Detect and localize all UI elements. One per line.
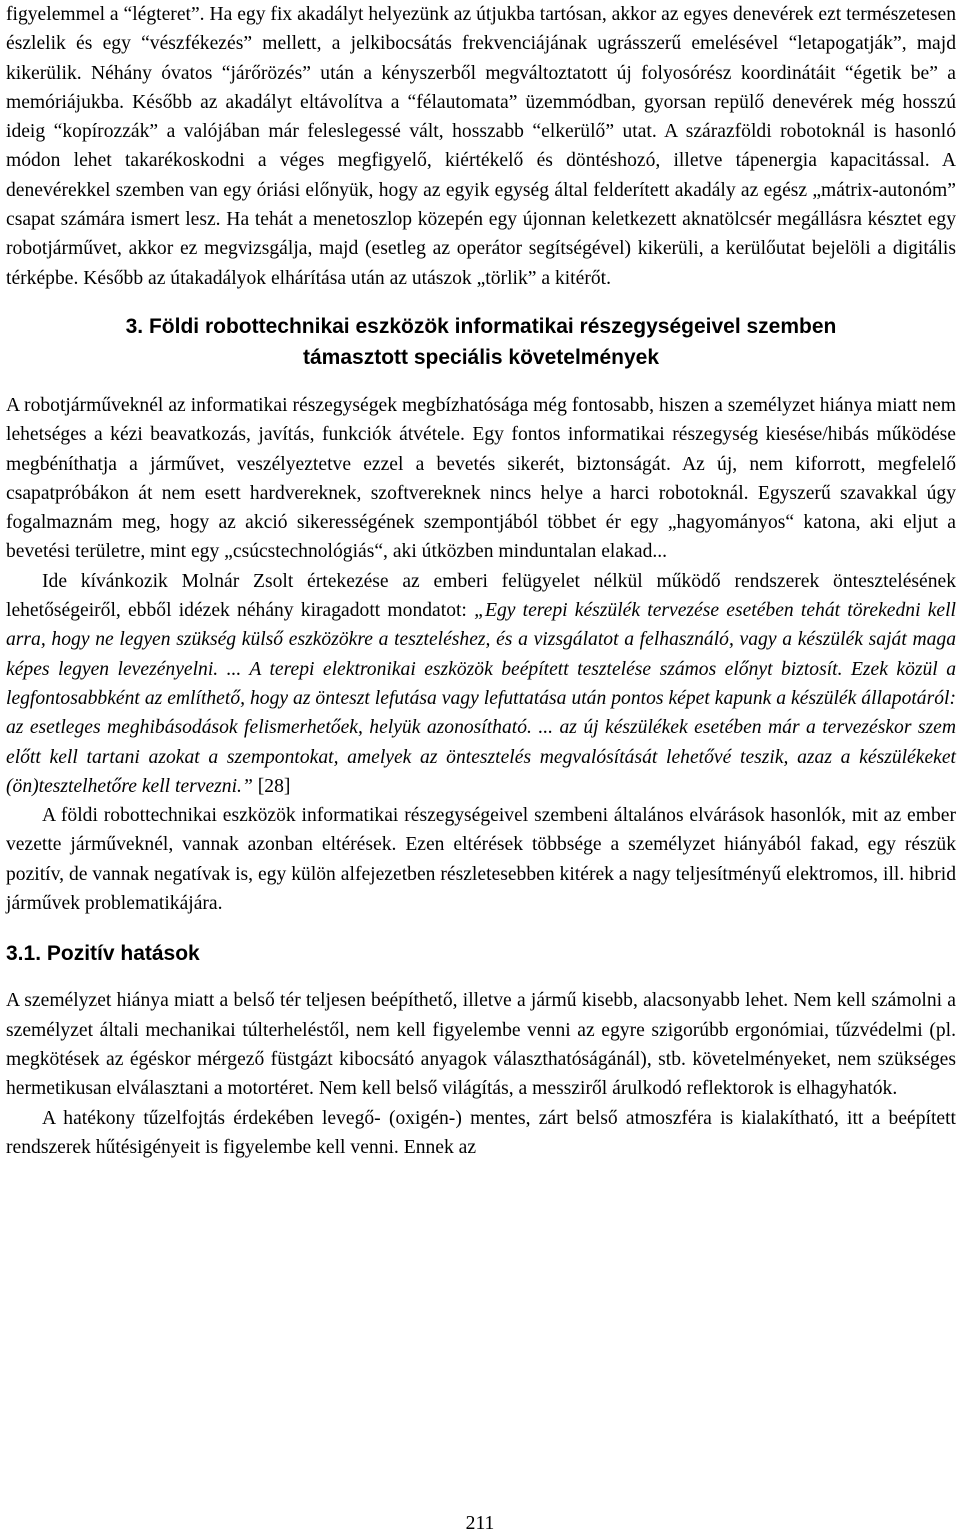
section-3-paragraph-3: A földi robottechnikai eszközök informatikai részegységeivel szembeni általános elvárások hasonlók, mit az ember vezette járműveknél, vannak azonban eltérések. Ezen eltérések többsége a személyzet hiányából fakad, egy részük pozitív, de vannak negatívak is, egy külön alfejezetben részletesebben kitérek a nagy teljesítményű elektromos, ill. hibrid járművek problematikájára. <box>6 805 956 915</box>
section-3-1-heading: 3.1. Pozitív hatások <box>6 942 200 966</box>
section-3-p2-reference: [28] <box>252 775 291 797</box>
intro-sentence-3: Később az akadályt eltávolítva a “félautomata” üzemmódban, gyorsan repülő denevérek még hosszú ideig “kopírozzák” a valójában már feleslegessé vált, hosszabb “elkerülő” utat. <box>6 91 956 143</box>
section-3-1-paragraph-2: A hatékony tűzelfojtás érdekében levegő- (oxigén-) mentes, zárt belső atmoszféra is kialakítható, itt a beépített rendszerek hűtésigényeit is figyelembe kell venni. Ennek az <box>6 1107 956 1158</box>
section-3-p2-text: Ide kívánkozik Molnár Zsolt értekezése az emberi felügyelet nélkül működő rendszerek öntesztelésének lehetőségeiről, ebből idézek néhány kiragadott mondatot: <box>6 570 956 622</box>
intro-sentence-7: Később az útakadályok elhárítása után az utászok „törlik” a kitérőt. <box>78 267 611 289</box>
section-3-p2-quote: „Egy terepi készülék tervezése esetében tehát törekedni kell arra, hogy ne legyen szükség külső eszközökre a teszteléshez, és a vizsgálatot a felhasználó, vagy a készülék saját maga képes legyen levezényelni. ... A terepi elektronikai eszközök beépített tesztelése számos előnyt biztosít. Ezek közül a legfontosabbként az említhető, hogy az önteszt lefutása vagy lefuttatása után pontos képet kapunk a készülék állapotáról: az esetleges meghibásodások felismerhetőek, helyük azonosítható. ... az új készülékek esetében már a tervezéskor szem előtt kell tartani azokat a szempontokat, amelyek az öntesztelés megvalósítását lehetővé teszik, azaz a készülékeket (ön)tesztelhetőre kell tervezni.” <box>6 600 956 797</box>
section-3-heading-line-2: támasztott speciális követelmények <box>303 345 659 369</box>
intro-sentence-4: A szárazföldi robotoknál is hasonló módon lehet takarékoskodni a véges megfigyelő, kiértékelő és döntéshozó, illetve tápenergia kapacitással. <box>6 121 956 172</box>
page-number: 211 <box>465 1513 495 1534</box>
intro-sentence-5: A denevérekkel szemben van egy óriási előnyük, hogy az egyik egység által felderített akadály az egész „mátrix-autonóm” csapat számára ismert lesz. <box>6 150 956 231</box>
document-page <box>6 0 956 1162</box>
intro-sentence-6: Ha tehát a menetoszlop közepén egy újonnan keletkezett aknatölcsér megállásra késztet egy robotjárművet, akkor ez megvizsgálja, majd (esetleg az operátor segítségével) kikerüli, a kerülőutat bejelöli a digitális térképbe. <box>6 209 956 289</box>
section-3-paragraph-2 <box>6 567 956 801</box>
section-3-1-paragraph-1: A személyzet hiánya miatt a belső tér teljesen beépíthető, illetve a jármű kisebb, alacsonyabb lehet. Nem kell számolni a személyzet általi mechanikai túlterheléstől, nem kell figyelembe venni az egyre szigorúbb ergonómiai, tűzvédelmi (pl. megkötések az égéskor mérgező füstgázt kibocsátó anyagok választhatóságánál), stb. követelményeket, nem szükséges hermetikusan elválasztani a motortéret. Nem kell belső világítás, a messziről árulkodó reflektorok is elhagyhatók. <box>6 990 956 1100</box>
section-3-heading-line-1: 3. Földi robottechnikai eszközök informatikai részegységeivel szemben <box>125 314 837 338</box>
intro-paragraph <box>6 0 956 293</box>
section-3-heading <box>6 311 956 373</box>
intro-sentence-1: figyelemmel a “légteret”. Ha egy fix akadályt helyezünk az útjukba tartósan, akkor az egyes denevérek ezt természetesen észlelik és egy “vészfékezés” mellett, a jelkibocsátás frekvenciájának ugrásszerű emelésével “letapogatják”, majd kikerülik. <box>6 4 956 84</box>
intro-sentence-2: Néhány óvatos “járőrözés” után a kényszerből megváltoztatott új folyosórész koordinátáit “égetik be” a memóriájukba. <box>6 62 956 113</box>
section-3-paragraph-1: A robotjárműveknél az informatikai részegységek megbízhatósága még fontosabb, hiszen a személyzet hiánya miatt nem lehetséges a kézi beavatkozás, javítás, funkciók átvétele. Egy fontos informatikai részegység kiesése/hibás működése megbéníthatja a járművet, veszélyeztetve ezzel a bevetés sikerét, biztonságát. Az új, nem kiforrott, megfelelő csapatpróbákon át nem esett hardvereknek, szoftvereknek nincs helye a harci robotoknál. Egyszerű szavakkal úgy fogalmaznám meg, hogy az akció sikerességének szempontjából többet ér egy „hagyományos“ katona, aki eljut a bevetési területre, mint egy „csúcstechnológiás“, aki útközben minduntalan elakad... <box>6 394 956 563</box>
